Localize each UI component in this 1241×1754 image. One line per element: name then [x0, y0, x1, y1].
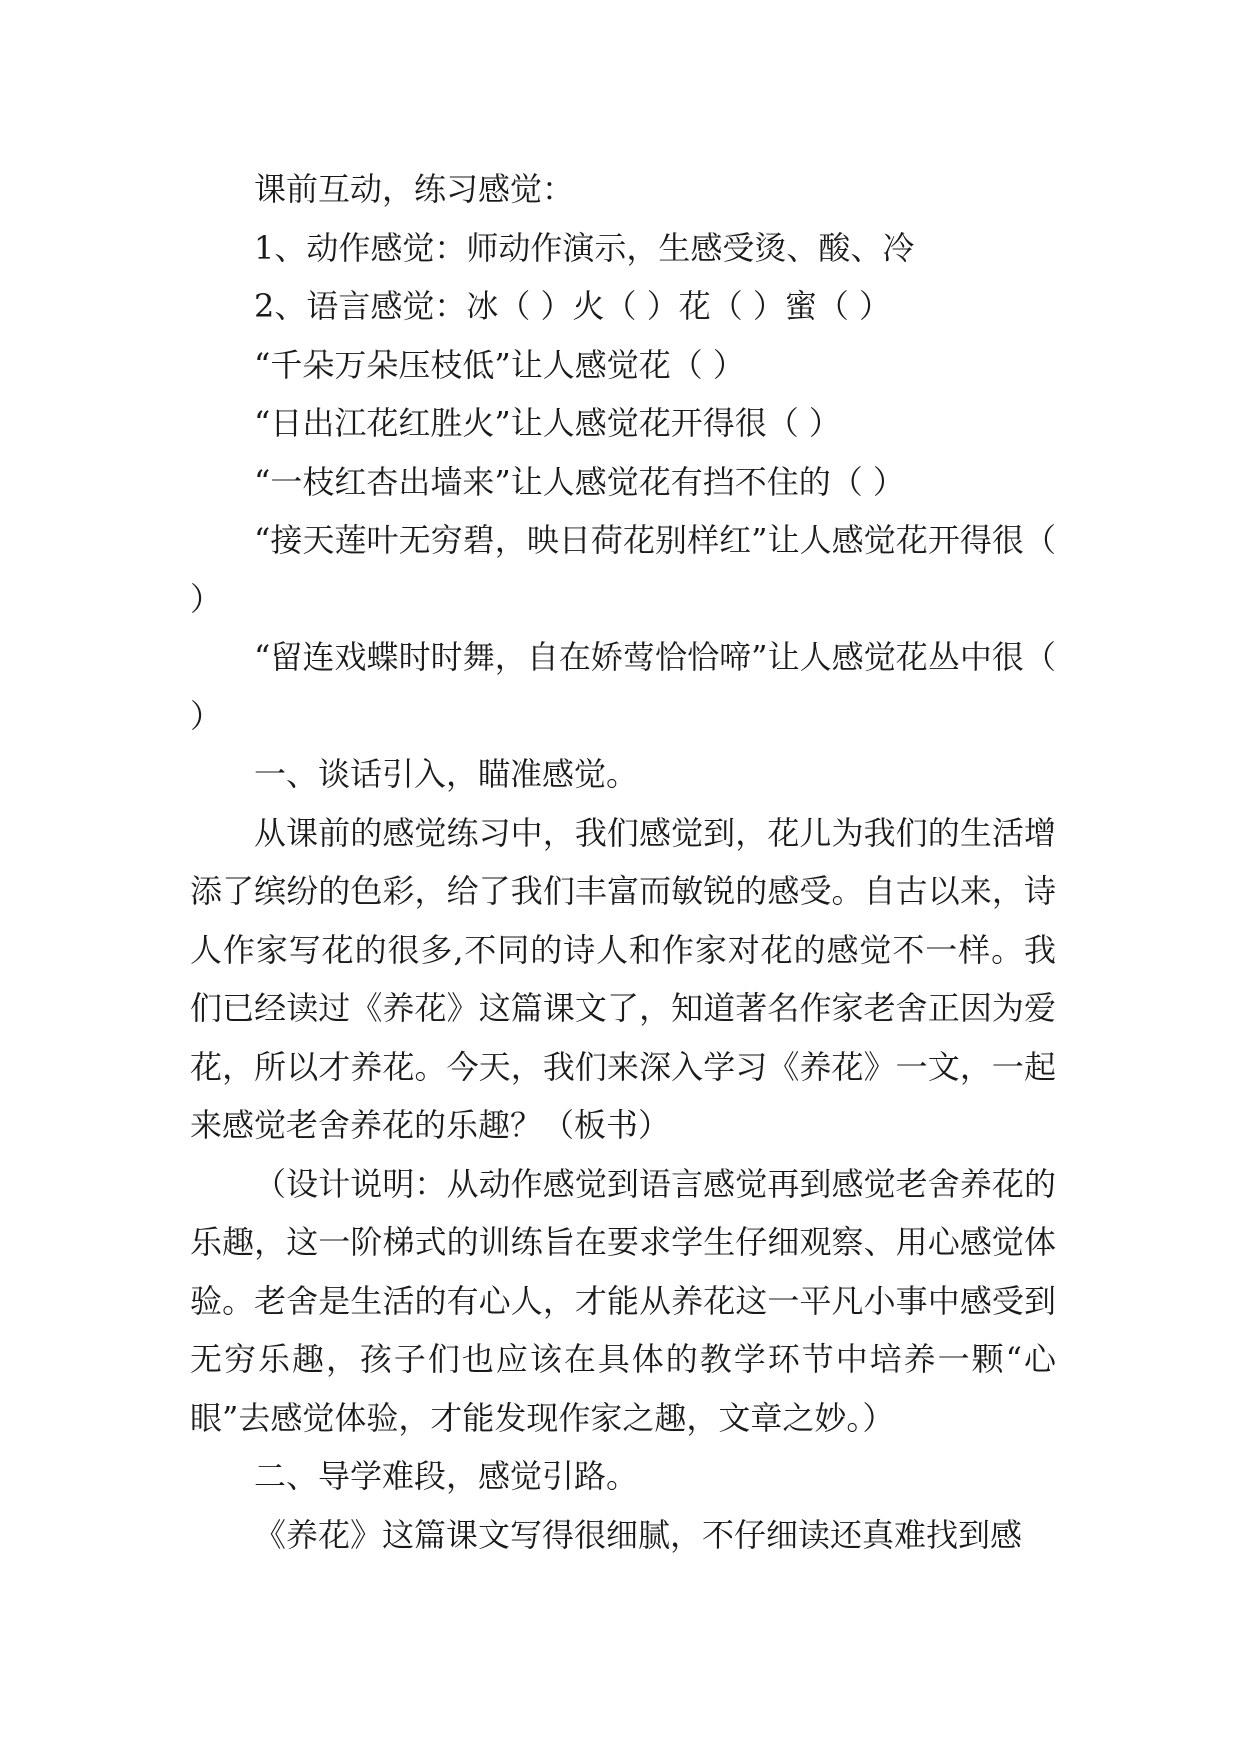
- paragraph-intro: 课前互动，练习感觉：: [254, 170, 575, 208]
- paragraph-design-note: （设计说明：从动作感觉到语言感觉再到感觉老舍养花的乐趣，这一阶梯式的训练旨在要求学生仔细观察、用心感觉体验。老舍是生活的有心人，才能从养花这一平凡小事中感受到无穷乐趣，孩子们也应该在具体的教学环节中培养一颗“心眼”去感觉体验，才能发现作家之趣，文章之妙。）: [190, 1164, 1056, 1437]
- section-heading-2: 二、导学难段，感觉引路。: [254, 1457, 639, 1495]
- document-body: [190, 160, 1056, 1564]
- paragraph-quote-4: “接天莲叶无穷碧，映日荷花别样红”让人感觉花开得很（ ）: [190, 521, 1056, 618]
- paragraph-body-2: 《养花》这篇课文写得很细腻，不仔细读还真难找到感: [254, 1515, 1023, 1554]
- paragraph-body-1: 从课前的感觉练习中，我们感觉到，花儿为我们的生活增添了缤纷的色彩，给了我们丰富而敏锐的感受。自古以来，诗人作家写花的很多,不同的诗人和作家对花的感觉不一样。我们已经读过《养花》这篇课文了，知道著名作家老舍正因为爱花，所以才养花。今天，我们来深入学习《养花》一文，一起来感觉老舍养花的乐趣？（板书）: [190, 813, 1056, 1144]
- paragraph-action-feeling: 1、动作感觉：师动作演示，生感受烫、酸、冷: [254, 228, 915, 267]
- paragraph-quote-5: “留连戏蝶时时舞，自在娇莺恰恰啼”让人感觉花丛中很（ ）: [190, 638, 1056, 735]
- paragraph-quote-1: “千朵万朵压枝低”让人感觉花（ ）: [254, 345, 745, 384]
- paragraph-quote-3: “一枝红杏出墙来”让人感觉花有挡不住的（ ）: [254, 462, 905, 501]
- paragraph-language-feeling: 2、语言感觉：冰（ ）火（ ）花（ ）蜜（ ）: [254, 287, 892, 325]
- paragraph-quote-2: “日出江花红胜火”让人感觉花开得很（ ）: [254, 404, 841, 442]
- section-heading-1: 一、谈话引入，瞄准感觉。: [254, 755, 639, 793]
